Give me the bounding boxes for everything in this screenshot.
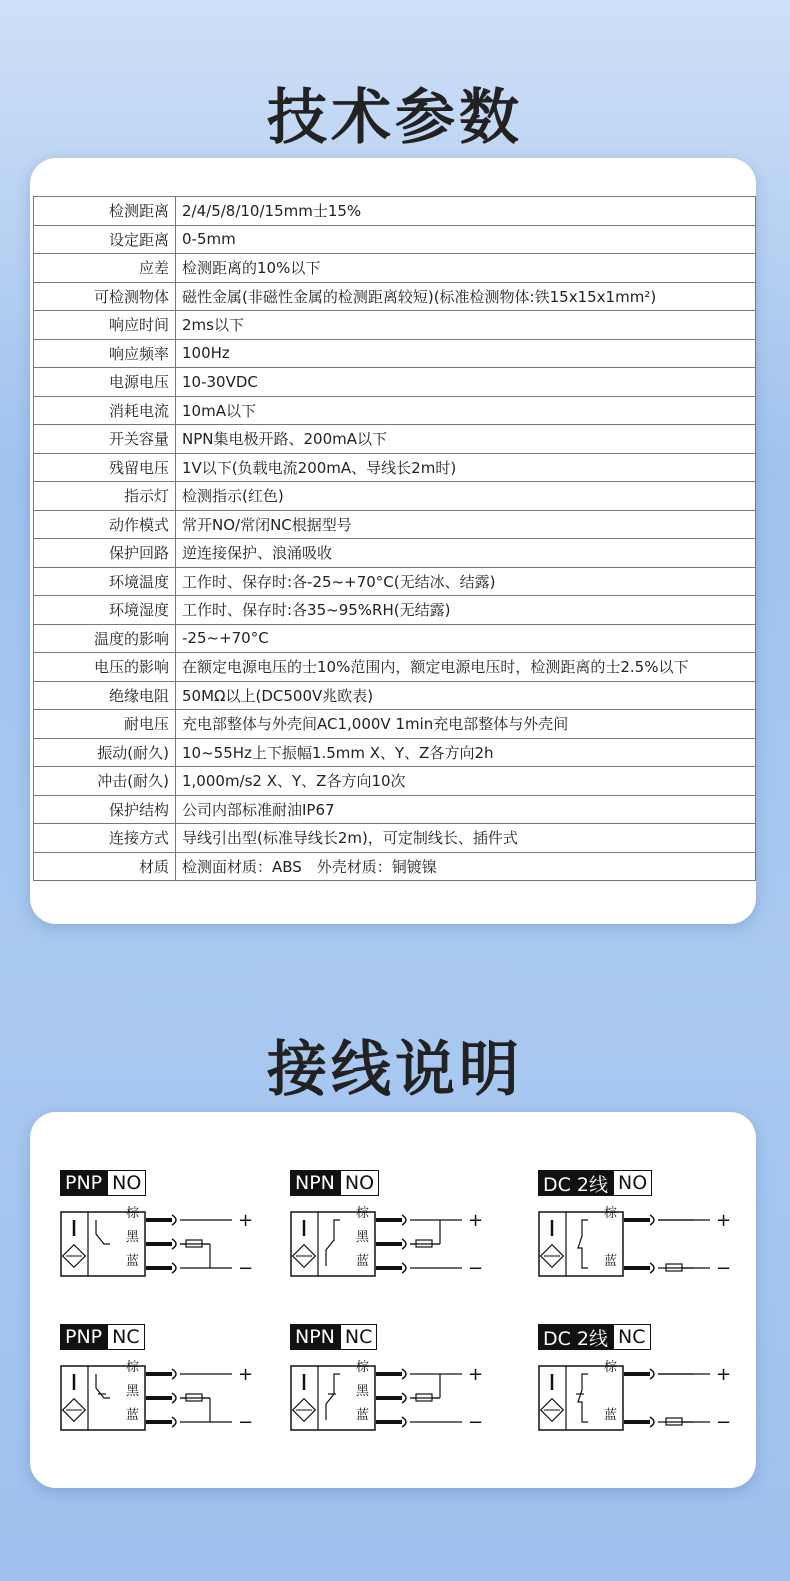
spec-card — [30, 158, 756, 924]
spec-title: 技术参数 — [267, 83, 523, 153]
wire-color-label: 棕 — [126, 1206, 140, 1221]
spec-key: 环境湿度 — [34, 596, 176, 625]
spec-row — [34, 624, 756, 653]
spec-key: 环境温度 — [34, 567, 176, 596]
spec-key: 指示灯 — [34, 482, 176, 511]
wiring-type-tag — [538, 1170, 652, 1196]
spec-key: 可检测物体 — [34, 282, 176, 311]
spec-row — [34, 368, 756, 397]
wire-color-label: 蓝 — [604, 1408, 618, 1423]
spec-value: 磁性金属(非磁性金属的检测距离较短)(标准检测物体:铁15x15x1mm²) — [176, 282, 756, 311]
wire-color-label: 蓝 — [126, 1254, 140, 1269]
spec-key: 检测距离 — [34, 197, 176, 226]
spec-row — [34, 197, 756, 226]
spec-value: 1,000m/s2 X、Y、Z各方向10次 — [176, 767, 756, 796]
wire-color-label: 黑 — [126, 1384, 140, 1399]
wiring-type-tag — [60, 1170, 146, 1196]
spec-row — [34, 482, 756, 511]
spec-value: -25~+70°C — [176, 624, 756, 653]
spec-value: 2ms以下 — [176, 311, 756, 340]
switch-mode-label: NC — [340, 1324, 377, 1350]
spec-key: 耐电压 — [34, 710, 176, 739]
wire-color-label: 棕 — [126, 1360, 140, 1375]
spec-row — [34, 681, 756, 710]
spec-row — [34, 653, 756, 682]
wiring-title: 接线说明 — [267, 1035, 523, 1105]
plus-sign: + — [468, 1364, 484, 1385]
switch-mode-label: NO — [613, 1170, 652, 1196]
wire-color-label: 棕 — [604, 1360, 618, 1375]
wiring-type-tag — [538, 1324, 651, 1350]
spec-key: 动作模式 — [34, 510, 176, 539]
switch-mode-label: NO — [107, 1170, 146, 1196]
spec-value: 检测面材质：ABS 外壳材质：铜镀镍 — [176, 852, 756, 881]
wiring-diagram — [60, 1324, 260, 1474]
wiring-diagram — [290, 1170, 490, 1320]
spec-row — [34, 710, 756, 739]
spec-key: 开关容量 — [34, 425, 176, 454]
switch-mode-label: NC — [107, 1324, 144, 1350]
switch-mode-label: NC — [613, 1324, 650, 1350]
minus-sign: − — [716, 1258, 732, 1279]
spec-key: 温度的影响 — [34, 624, 176, 653]
spec-value: 逆连接保护、浪涌吸收 — [176, 539, 756, 568]
spec-value: 10-30VDC — [176, 368, 756, 397]
spec-row — [34, 795, 756, 824]
spec-key: 连接方式 — [34, 824, 176, 853]
wiring-diagram — [538, 1324, 738, 1474]
spec-row — [34, 425, 756, 454]
wiring-schematic-icon — [60, 1360, 260, 1470]
spec-row — [34, 567, 756, 596]
spec-key: 材质 — [34, 852, 176, 881]
spec-row — [34, 596, 756, 625]
wiring-schematic-icon — [538, 1360, 738, 1470]
minus-sign: − — [468, 1258, 484, 1279]
spec-key: 绝缘电阻 — [34, 681, 176, 710]
spec-value: 公司内部标准耐油IP67 — [176, 795, 756, 824]
spec-row — [34, 282, 756, 311]
spec-value: 工作时、保存时:各-25~+70°C(无结冰、结露) — [176, 567, 756, 596]
spec-row — [34, 824, 756, 853]
spec-key: 电源电压 — [34, 368, 176, 397]
spec-key: 响应频率 — [34, 339, 176, 368]
wire-color-label: 棕 — [356, 1360, 370, 1375]
spec-row — [34, 453, 756, 482]
spec-key: 残留电压 — [34, 453, 176, 482]
spec-value: 检测指示(红色) — [176, 482, 756, 511]
spec-row — [34, 767, 756, 796]
output-type-label: DC 2线 — [538, 1324, 613, 1350]
spec-value: 50MΩ以上(DC500V兆欧表) — [176, 681, 756, 710]
wire-color-label: 蓝 — [356, 1408, 370, 1423]
wire-color-label: 蓝 — [604, 1254, 618, 1269]
spec-value: 1V以下(负载电流200mA、导线长2m时) — [176, 453, 756, 482]
wire-color-label: 蓝 — [356, 1254, 370, 1269]
spec-value: 工作时、保存时:各35~95%RH(无结露) — [176, 596, 756, 625]
spec-key: 消耗电流 — [34, 396, 176, 425]
output-type-label: NPN — [290, 1324, 340, 1350]
spec-value: NPN集电极开路、200mA以下 — [176, 425, 756, 454]
spec-value: 常开NO/常闭NC根据型号 — [176, 510, 756, 539]
wiring-type-tag — [290, 1324, 377, 1350]
spec-value: 在额定电源电压的士10%范围内，额定电源电压时，检测距离的士2.5%以下 — [176, 653, 756, 682]
spec-key: 电压的影响 — [34, 653, 176, 682]
spec-value: 2/4/5/8/10/15mm士15% — [176, 197, 756, 226]
plus-sign: + — [238, 1364, 254, 1385]
minus-sign: − — [238, 1412, 254, 1433]
wiring-type-tag — [60, 1324, 145, 1350]
spec-value: 导线引出型(标准导线长2m)，可定制线长、插件式 — [176, 824, 756, 853]
spec-row — [34, 254, 756, 283]
wiring-diagram — [290, 1324, 490, 1474]
wire-color-label: 棕 — [604, 1206, 618, 1221]
spec-row — [34, 339, 756, 368]
wiring-diagram — [60, 1170, 260, 1320]
spec-key: 保护回路 — [34, 539, 176, 568]
minus-sign: − — [716, 1412, 732, 1433]
spec-row — [34, 311, 756, 340]
wiring-schematic-icon — [60, 1206, 260, 1316]
spec-key: 振动(耐久) — [34, 738, 176, 767]
spec-key: 冲击(耐久) — [34, 767, 176, 796]
spec-value: 0-5mm — [176, 225, 756, 254]
plus-sign: + — [716, 1364, 732, 1385]
spec-key: 设定距离 — [34, 225, 176, 254]
wire-color-label: 蓝 — [126, 1408, 140, 1423]
wire-color-label: 黑 — [356, 1384, 370, 1399]
output-type-label: PNP — [60, 1170, 107, 1196]
output-type-label: DC 2线 — [538, 1170, 613, 1196]
spec-row — [34, 539, 756, 568]
spec-key: 响应时间 — [34, 311, 176, 340]
spec-value: 10~55Hz上下振幅1.5mm X、Y、Z各方向2h — [176, 738, 756, 767]
spec-row — [34, 510, 756, 539]
output-type-label: NPN — [290, 1170, 340, 1196]
spec-value: 100Hz — [176, 339, 756, 368]
spec-row — [34, 738, 756, 767]
spec-value: 充电部整体与外壳间AC1,000V 1min充电部整体与外壳间 — [176, 710, 756, 739]
spec-key: 保护结构 — [34, 795, 176, 824]
wiring-card — [30, 1112, 756, 1488]
spec-value: 检测距离的10%以下 — [176, 254, 756, 283]
wiring-schematic-icon — [538, 1206, 738, 1316]
switch-mode-label: NO — [340, 1170, 379, 1196]
minus-sign: − — [468, 1412, 484, 1433]
wire-color-label: 棕 — [356, 1206, 370, 1221]
wiring-type-tag — [290, 1170, 379, 1196]
spec-row — [34, 396, 756, 425]
output-type-label: PNP — [60, 1324, 107, 1350]
spec-row — [34, 225, 756, 254]
plus-sign: + — [716, 1210, 732, 1231]
wiring-schematic-icon — [290, 1360, 490, 1470]
minus-sign: − — [238, 1258, 254, 1279]
wiring-schematic-icon — [290, 1206, 490, 1316]
wiring-diagram — [538, 1170, 738, 1320]
wire-color-label: 黑 — [126, 1230, 140, 1245]
spec-key: 应差 — [34, 254, 176, 283]
plus-sign: + — [238, 1210, 254, 1231]
spec-row — [34, 852, 756, 881]
wire-color-label: 黑 — [356, 1230, 370, 1245]
spec-table — [33, 196, 756, 881]
plus-sign: + — [468, 1210, 484, 1231]
spec-value: 10mA以下 — [176, 396, 756, 425]
